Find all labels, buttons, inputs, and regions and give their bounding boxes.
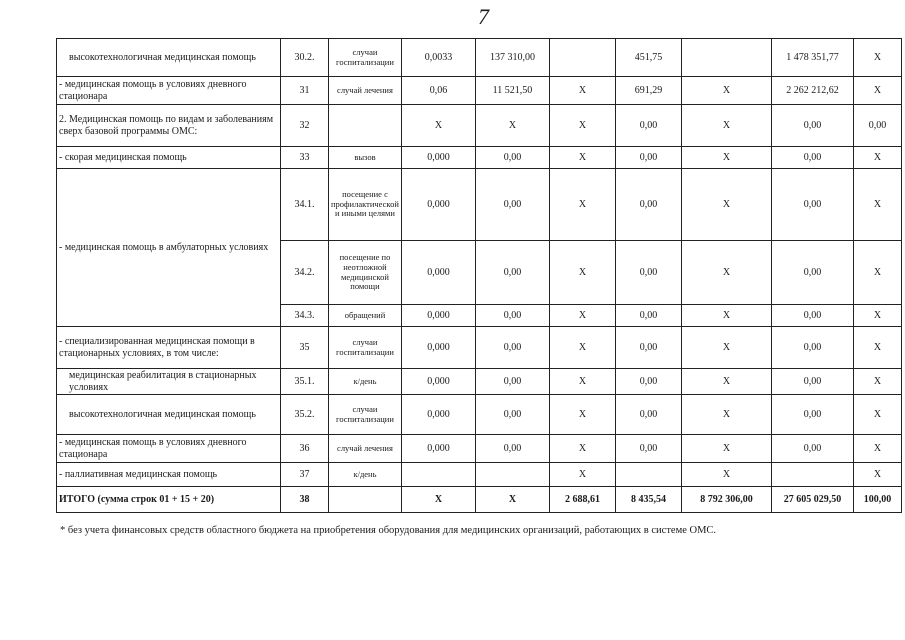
cell-c4: X [401, 105, 475, 147]
row-name: - паллиативная медицинская помощь [57, 463, 281, 487]
cell-c4: 0,000 [401, 369, 475, 395]
cell-c10: X [853, 327, 901, 369]
cell-c9 [771, 463, 853, 487]
cell-c10: X [853, 147, 901, 169]
cell-c6: X [549, 435, 615, 463]
cell-c6: 2 688,61 [549, 487, 615, 513]
cell-c5: X [475, 105, 549, 147]
cell-c5: 0,00 [475, 147, 549, 169]
row-code: 36 [281, 435, 329, 463]
cell-c6: X [549, 463, 615, 487]
cell-c7: 0,00 [615, 241, 681, 305]
row-code: 33 [281, 147, 329, 169]
cell-c8 [681, 39, 771, 77]
financing-table [56, 38, 902, 513]
row-unit: посещение с профилактической и иными целями [329, 169, 402, 241]
cell-c4: 0,000 [401, 305, 475, 327]
cell-c7: 0,00 [615, 147, 681, 169]
row-name: - медицинская помощь в условиях дневного стационара [57, 435, 281, 463]
cell-c9: 0,00 [771, 241, 853, 305]
cell-c5: 0,00 [475, 369, 549, 395]
cell-c10: X [853, 463, 901, 487]
cell-c9: 0,00 [771, 395, 853, 435]
row-unit: случай лечения [329, 435, 402, 463]
row-code: 31 [281, 77, 329, 105]
cell-c5: 0,00 [475, 327, 549, 369]
cell-c5: 137 310,00 [475, 39, 549, 77]
cell-c6: X [549, 147, 615, 169]
cell-c6 [549, 39, 615, 77]
cell-c5: 0,00 [475, 305, 549, 327]
row-unit [329, 487, 402, 513]
cell-c6: X [549, 369, 615, 395]
cell-c10: X [853, 241, 901, 305]
cell-c7: 0,00 [615, 327, 681, 369]
cell-c8: X [681, 327, 771, 369]
table-row [57, 327, 902, 369]
footnote: * без учета финансовых средств областного бюджета на приобретения оборудования для медицинских организаций, работающих в системе ОМС. [60, 525, 717, 536]
table-row [57, 77, 902, 105]
row-unit [329, 105, 402, 147]
cell-c10: 100,00 [853, 487, 901, 513]
cell-c8: X [681, 463, 771, 487]
total-row [57, 487, 902, 513]
row-name: - медицинская помощь в амбулаторных условиях [57, 169, 281, 327]
row-unit: посещение по неотложной медицинской помощи [329, 241, 402, 305]
cell-c4: 0,000 [401, 435, 475, 463]
cell-c4: 0,000 [401, 147, 475, 169]
row-code: 35.1. [281, 369, 329, 395]
cell-c9: 1 478 351,77 [771, 39, 853, 77]
cell-c5 [475, 463, 549, 487]
row-code: 32 [281, 105, 329, 147]
cell-c8: X [681, 147, 771, 169]
cell-c9: 0,00 [771, 169, 853, 241]
cell-c9: 27 605 029,50 [771, 487, 853, 513]
row-name: ИТОГО (сумма строк 01 + 15 + 20) [57, 487, 281, 513]
row-unit: вызов [329, 147, 402, 169]
cell-c7: 451,75 [615, 39, 681, 77]
cell-c10: X [853, 435, 901, 463]
cell-c5: 0,00 [475, 435, 549, 463]
row-code: 30.2. [281, 39, 329, 77]
row-code: 38 [281, 487, 329, 513]
cell-c6: X [549, 105, 615, 147]
cell-c6: X [549, 241, 615, 305]
cell-c10: 0,00 [853, 105, 901, 147]
cell-c5: 0,00 [475, 395, 549, 435]
table-row [57, 105, 902, 147]
table-row [57, 369, 902, 395]
cell-c7 [615, 463, 681, 487]
row-name: высокотехнологичная медицинская помощь [57, 395, 281, 435]
cell-c7: 0,00 [615, 369, 681, 395]
cell-c4: 0,0033 [401, 39, 475, 77]
row-unit: случаи госпитализации [329, 327, 402, 369]
table-row [57, 435, 902, 463]
cell-c10: X [853, 305, 901, 327]
cell-c9: 2 262 212,62 [771, 77, 853, 105]
cell-c6: X [549, 305, 615, 327]
row-unit: к/день [329, 369, 402, 395]
cell-c4: X [401, 487, 475, 513]
row-unit: случаи госпитализации [329, 395, 402, 435]
cell-c8: X [681, 395, 771, 435]
row-name: 2. Медицинская помощь по видам и заболеваниям сверх базовой программы ОМС: [57, 105, 281, 147]
cell-c10: X [853, 169, 901, 241]
cell-c8: 8 792 306,00 [681, 487, 771, 513]
row-code: 37 [281, 463, 329, 487]
cell-c8: X [681, 77, 771, 105]
cell-c9: 0,00 [771, 435, 853, 463]
row-unit: случай лечения [329, 77, 402, 105]
row-unit: к/день [329, 463, 402, 487]
cell-c4 [401, 463, 475, 487]
cell-c4: 0,000 [401, 395, 475, 435]
row-code: 34.3. [281, 305, 329, 327]
cell-c10: X [853, 77, 901, 105]
cell-c5: 11 521,50 [475, 77, 549, 105]
row-name: - медицинская помощь в условиях дневного стационара [57, 77, 281, 105]
row-name: - скорая медицинская помощь [57, 147, 281, 169]
row-code: 34.2. [281, 241, 329, 305]
table-row [57, 39, 902, 77]
cell-c5: X [475, 487, 549, 513]
table-row [57, 395, 902, 435]
cell-c4: 0,000 [401, 169, 475, 241]
row-name: высокотехнологичная медицинская помощь [57, 39, 281, 77]
cell-c9: 0,00 [771, 327, 853, 369]
cell-c8: X [681, 169, 771, 241]
cell-c9: 0,00 [771, 105, 853, 147]
cell-c9: 0,00 [771, 147, 853, 169]
page-number: 7 [478, 4, 489, 29]
cell-c7: 0,00 [615, 105, 681, 147]
row-code: 34.1. [281, 169, 329, 241]
cell-c6: X [549, 395, 615, 435]
table-row [57, 147, 902, 169]
cell-c7: 0,00 [615, 169, 681, 241]
cell-c8: X [681, 435, 771, 463]
cell-c6: X [549, 169, 615, 241]
row-unit: случаи госпитализации [329, 39, 402, 77]
cell-c6: X [549, 77, 615, 105]
cell-c9: 0,00 [771, 305, 853, 327]
cell-c4: 0,000 [401, 241, 475, 305]
cell-c8: X [681, 105, 771, 147]
row-code: 35.2. [281, 395, 329, 435]
cell-c10: X [853, 39, 901, 77]
cell-c7: 691,29 [615, 77, 681, 105]
cell-c7: 8 435,54 [615, 487, 681, 513]
cell-c8: X [681, 305, 771, 327]
cell-c6: X [549, 327, 615, 369]
row-unit: обращений [329, 305, 402, 327]
row-code: 35 [281, 327, 329, 369]
table-row [57, 169, 902, 241]
cell-c4: 0,000 [401, 327, 475, 369]
cell-c5: 0,00 [475, 241, 549, 305]
cell-c5: 0,00 [475, 169, 549, 241]
cell-c8: X [681, 369, 771, 395]
cell-c10: X [853, 395, 901, 435]
row-name: медицинская реабилитация в стационарных условиях [57, 369, 281, 395]
cell-c7: 0,00 [615, 395, 681, 435]
cell-c9: 0,00 [771, 369, 853, 395]
cell-c7: 0,00 [615, 305, 681, 327]
cell-c7: 0,00 [615, 435, 681, 463]
cell-c8: X [681, 241, 771, 305]
row-name: - специализированная медицинская помощи в стационарных условиях, в том числе: [57, 327, 281, 369]
table-row [57, 463, 902, 487]
cell-c10: X [853, 369, 901, 395]
cell-c4: 0,06 [401, 77, 475, 105]
